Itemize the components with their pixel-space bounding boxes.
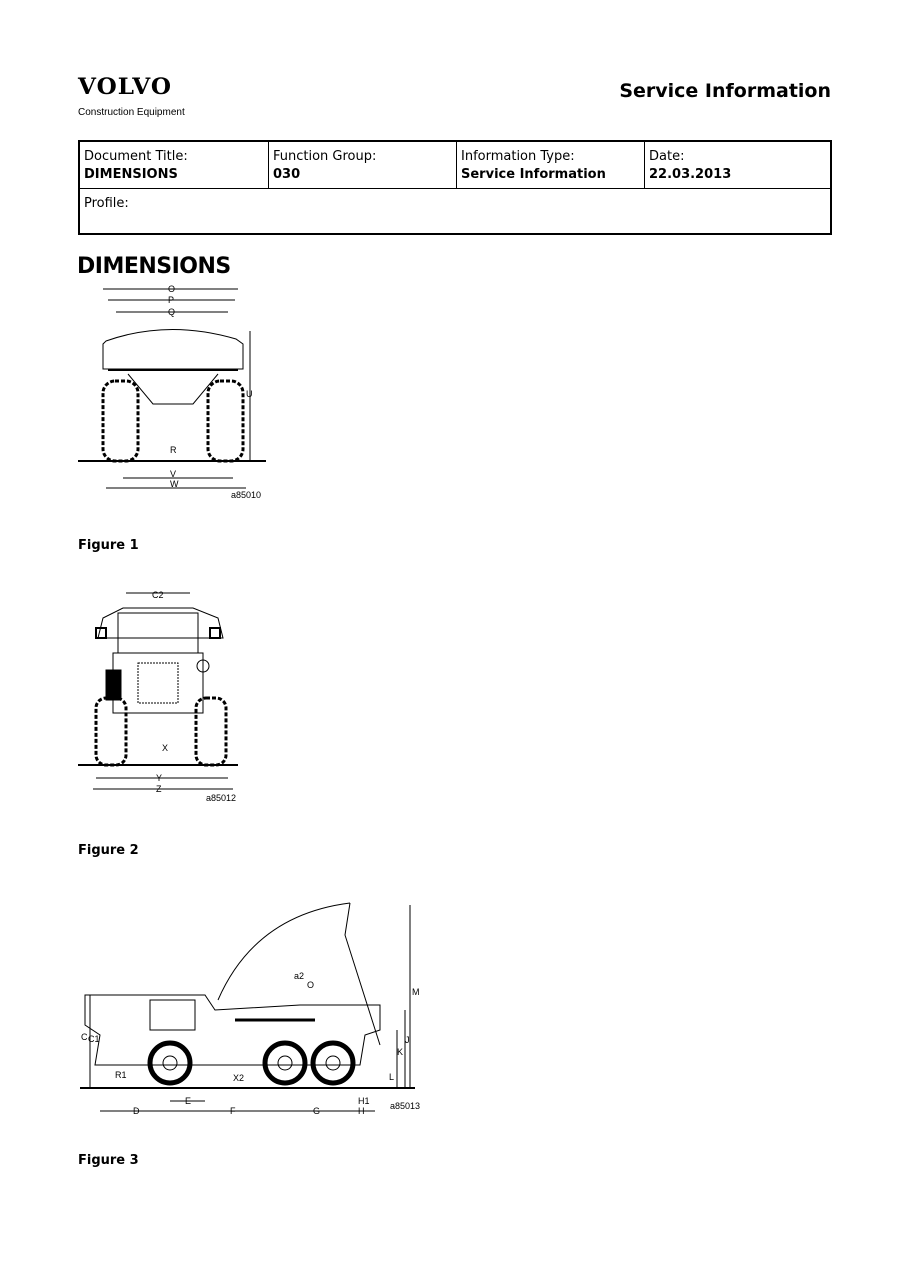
dim-label-a2: a2 xyxy=(294,971,305,981)
dim-label-j: J xyxy=(405,1035,410,1045)
figure-code: a85012 xyxy=(206,793,237,803)
figure-code: a85010 xyxy=(231,490,262,500)
logo-subtitle: Construction Equipment xyxy=(78,107,185,118)
dim-label-c: C xyxy=(81,1032,88,1042)
figure-3-caption: Figure 3 xyxy=(78,1153,139,1168)
figure-1-caption: Figure 1 xyxy=(78,538,139,553)
dim-label-m: M xyxy=(412,987,420,997)
profile-label: Profile: xyxy=(84,196,129,211)
dim-label-g: G xyxy=(313,1106,321,1116)
volvo-logo: VOLVO xyxy=(78,74,173,100)
dim-label-l: L xyxy=(389,1072,395,1082)
dim-label-o: O xyxy=(168,284,176,294)
dim-label-h1: H1 xyxy=(358,1096,370,1106)
dim-label-f: F xyxy=(230,1106,236,1116)
dim-label-u: U xyxy=(246,389,253,399)
document-info-table xyxy=(78,140,832,235)
information-type-cell xyxy=(457,141,645,189)
figure-2-front-view-drawing xyxy=(78,588,243,806)
date-cell xyxy=(645,141,832,189)
dim-label-d: D xyxy=(133,1106,140,1116)
dim-label-k: K xyxy=(397,1047,404,1057)
dim-label-e: E xyxy=(185,1096,192,1106)
document-title-value: DIMENSIONS xyxy=(84,167,178,182)
dim-label-z: Z xyxy=(156,784,162,794)
dim-label-r: R xyxy=(170,445,177,455)
dim-label-p: P xyxy=(168,295,175,305)
document-type-title: Service Information xyxy=(619,80,831,102)
profile-cell xyxy=(79,189,831,235)
date-label: Date: xyxy=(649,149,685,164)
dim-label-c1: C1 xyxy=(88,1034,100,1044)
function-group-value: 030 xyxy=(273,167,301,182)
dim-label-o: O xyxy=(307,980,315,990)
dim-label-v: V xyxy=(170,469,177,479)
dim-label-q: Q xyxy=(168,307,176,317)
page-heading: DIMENSIONS xyxy=(77,254,231,279)
function-group-label: Function Group: xyxy=(273,149,377,164)
figure-code: a85013 xyxy=(390,1101,421,1111)
dim-label-x: X xyxy=(162,743,169,753)
dim-label-h: H xyxy=(358,1106,365,1116)
information-type-label: Information Type: xyxy=(461,149,575,164)
dim-label-w: W xyxy=(170,479,179,489)
function-group-cell xyxy=(269,141,457,189)
dim-label-x2: X2 xyxy=(233,1073,245,1083)
information-type-value: Service Information xyxy=(461,167,606,182)
date-value: 22.03.2013 xyxy=(649,167,732,182)
document-title-label: Document Title: xyxy=(84,149,188,164)
figure-3-side-view-drawing xyxy=(75,895,425,1117)
dim-label-y: Y xyxy=(156,773,163,783)
document-title-cell xyxy=(79,141,269,189)
figure-2-caption: Figure 2 xyxy=(78,843,139,858)
figure-1-rear-view-drawing xyxy=(78,284,268,502)
dim-label-c2: C2 xyxy=(152,590,164,600)
dim-label-r1: R1 xyxy=(115,1070,127,1080)
